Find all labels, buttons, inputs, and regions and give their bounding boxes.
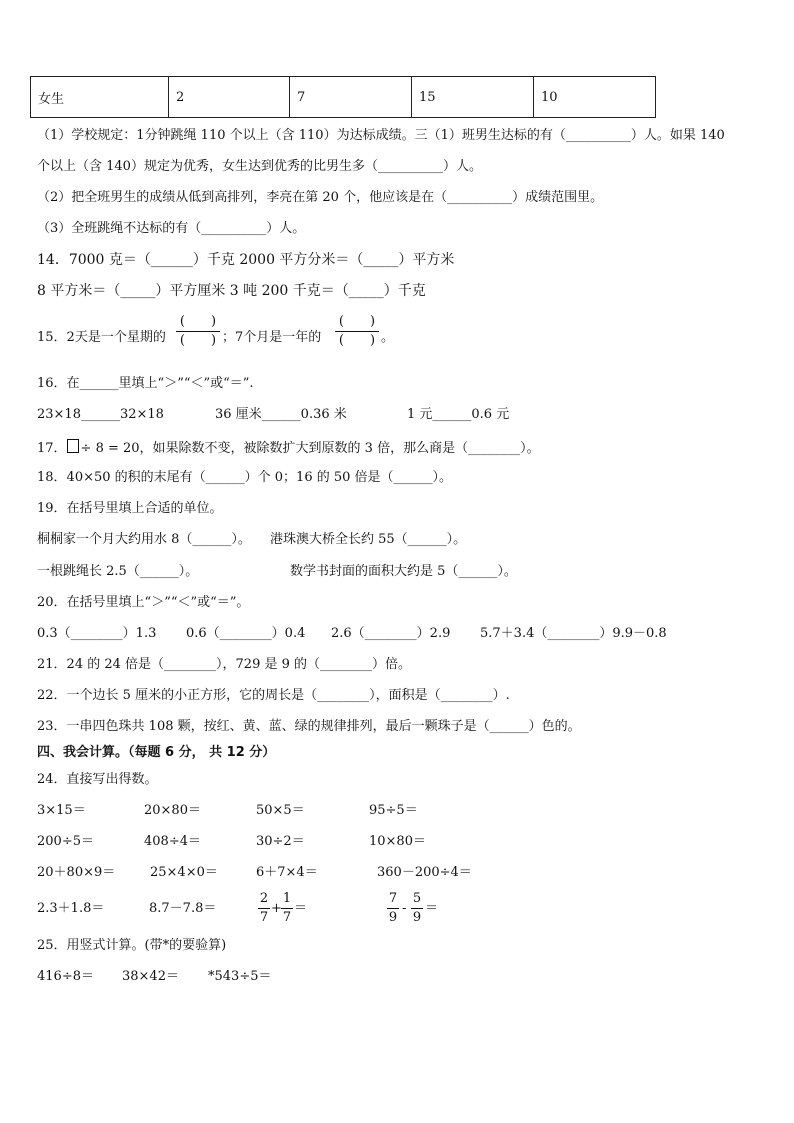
calc-item: 30÷2＝ — [256, 834, 305, 849]
q15-fraction-2 — [335, 314, 379, 349]
equals-sign: ＝ — [425, 901, 439, 916]
fraction-denominator: 9 — [388, 910, 398, 925]
calc-item: 38×42＝ — [122, 969, 179, 984]
calc-item: 3×15＝ — [37, 803, 86, 818]
q21-line: 21．24 的 24 倍是（________），729 是 9 的（________）倍。 — [37, 657, 412, 672]
q16-item-a: 23×18______32×18 — [37, 407, 164, 422]
fraction-bar — [335, 331, 379, 332]
q25-title: 25．用竖式计算。(带*的要验算) — [37, 938, 227, 953]
calc-item: 20×80＝ — [144, 803, 201, 818]
fraction-bar — [387, 908, 399, 909]
calc-item: 416÷8＝ — [37, 969, 94, 984]
table-cell: 女生 — [31, 77, 169, 118]
calc-item: 50×5＝ — [256, 803, 305, 818]
q20-item-d: 5.7＋3.4（________）9.9－0.8 — [480, 626, 667, 641]
fraction-denominator: 9 — [412, 910, 422, 925]
q13-line2: 个以上（含 140）规定为优秀，女生达到优秀的比男生多（__________）人。 — [37, 159, 482, 174]
fraction-denominator: 7 — [282, 910, 292, 925]
fraction — [411, 891, 423, 926]
table-cell: 10 — [534, 77, 656, 118]
score-table — [30, 76, 656, 118]
blank-box-icon — [67, 439, 79, 453]
q15-text-c: 。 — [381, 330, 395, 345]
q13-line4: （3）全班跳绳不达标的有（__________）人。 — [37, 221, 306, 236]
q18-line: 18．40×50 的积的末尾有（______）个 0；16 的 50 倍是（______）。 — [37, 470, 453, 485]
fraction-bar — [176, 331, 220, 332]
calc-item: 6＋7×4＝ — [256, 865, 318, 880]
calc-item: 200÷5＝ — [37, 834, 94, 849]
q22-line: 22．一个边长 5 厘米的小正方形，它的周长是（________），面积是（________）. — [37, 688, 510, 703]
fraction — [281, 891, 293, 926]
table-cell: 7 — [290, 77, 412, 118]
q17-number: 17． — [37, 441, 67, 456]
fraction-bar — [411, 908, 423, 909]
fraction — [387, 891, 399, 926]
fraction-numerator: 5 — [412, 891, 422, 906]
calc-item: 10×80＝ — [369, 834, 426, 849]
q24-title: 24．直接写出得数。 — [37, 772, 158, 787]
q16-item-c: 1 元______0.6 元 — [407, 407, 510, 422]
calc-item: 408÷4＝ — [144, 834, 201, 849]
table-cell: 15 — [412, 77, 534, 118]
table-cell: 2 — [169, 77, 290, 118]
calc-item: 20＋80×9＝ — [37, 865, 116, 880]
q16-title: 16．在______里填上“＞”“＜”或“＝”. — [37, 376, 254, 391]
q19-title: 19．在括号里填上合适的单位。 — [37, 501, 223, 516]
equals-sign: ＝ — [294, 901, 308, 916]
operator: - — [402, 901, 407, 916]
fraction — [258, 891, 270, 926]
q19-item-a: 桐桐家一个月大约用水 8（______）。 — [37, 532, 251, 547]
q13-line3: （2）把全班男生的成绩从低到高排列，李亮在第 20 个，他应该是在（__________）成绩范围里。 — [37, 190, 604, 205]
calc-item: 25×4×0＝ — [150, 865, 218, 880]
q15-text-b: ；7个月是一年的 — [222, 330, 322, 345]
table-row — [31, 77, 656, 118]
q14-line2: 8 平方米＝（_____）平方厘米 3 吨 200 千克＝（_____）千克 — [37, 283, 426, 299]
q23-line: 23．一串四色珠共 108 颗，按红、黄、蓝、绿的规律排列，最后一颗珠子是（______）色的。 — [37, 719, 581, 734]
q15-text-a: 15．2天是一个星期的 — [37, 330, 166, 345]
fraction-numerator: ( ) — [179, 314, 217, 329]
fraction-numerator: ( ) — [338, 314, 376, 329]
q19-item-d: 数学书封面的面积大约是 5（______）。 — [290, 564, 517, 579]
calc-item: 360－200÷4＝ — [377, 865, 472, 880]
q15-fraction-1 — [176, 314, 220, 349]
q20-item-c: 2.6（________）2.9 — [331, 626, 451, 641]
fraction-numerator: 2 — [259, 891, 269, 906]
q17-line — [37, 439, 540, 457]
q20-item-b: 0.6（________）0.4 — [186, 626, 306, 641]
fraction-numerator: 1 — [282, 891, 292, 906]
fraction-denominator: ( ) — [179, 333, 217, 348]
q19-item-c: 一根跳绳长 2.5（______）。 — [37, 564, 199, 579]
operator: + — [271, 901, 282, 916]
fraction-bar — [281, 908, 293, 909]
q13-line1: （1）学校规定：1分钟跳绳 110 个以上（含 110）为达标成绩。三（1）班男生达标的有（__________）人。如果 140 — [37, 128, 725, 143]
q19-item-b: 港珠澳大桥全长约 55（______）。 — [270, 532, 467, 547]
fraction-denominator: 7 — [259, 910, 269, 925]
calc-item: 95÷5＝ — [369, 803, 418, 818]
fraction-numerator: 7 — [388, 891, 398, 906]
calc-item: 2.3＋1.8＝ — [37, 901, 105, 916]
q20-item-a: 0.3（________）1.3 — [37, 626, 157, 641]
q17-text: ÷ 8 = 20，如果除数不变，被除数扩大到原数的 3 倍，那么商是（________）。 — [80, 441, 540, 456]
q20-title: 20．在括号里填上“＞”“＜”或“＝”。 — [37, 595, 250, 610]
fraction-bar — [258, 908, 270, 909]
calc-item: 8.7－7.8＝ — [149, 901, 217, 916]
section-4-heading: 四、我会计算。（每题 6 分， 共 12 分） — [37, 745, 276, 760]
fraction-denominator: ( ) — [338, 333, 376, 348]
q14-line1: 14．7000 克＝（______）千克 2000 平方分米＝（_____）平方米 — [37, 252, 455, 268]
q16-item-b: 36 厘米______0.36 米 — [215, 407, 347, 422]
calc-item: *543÷5＝ — [208, 969, 272, 984]
